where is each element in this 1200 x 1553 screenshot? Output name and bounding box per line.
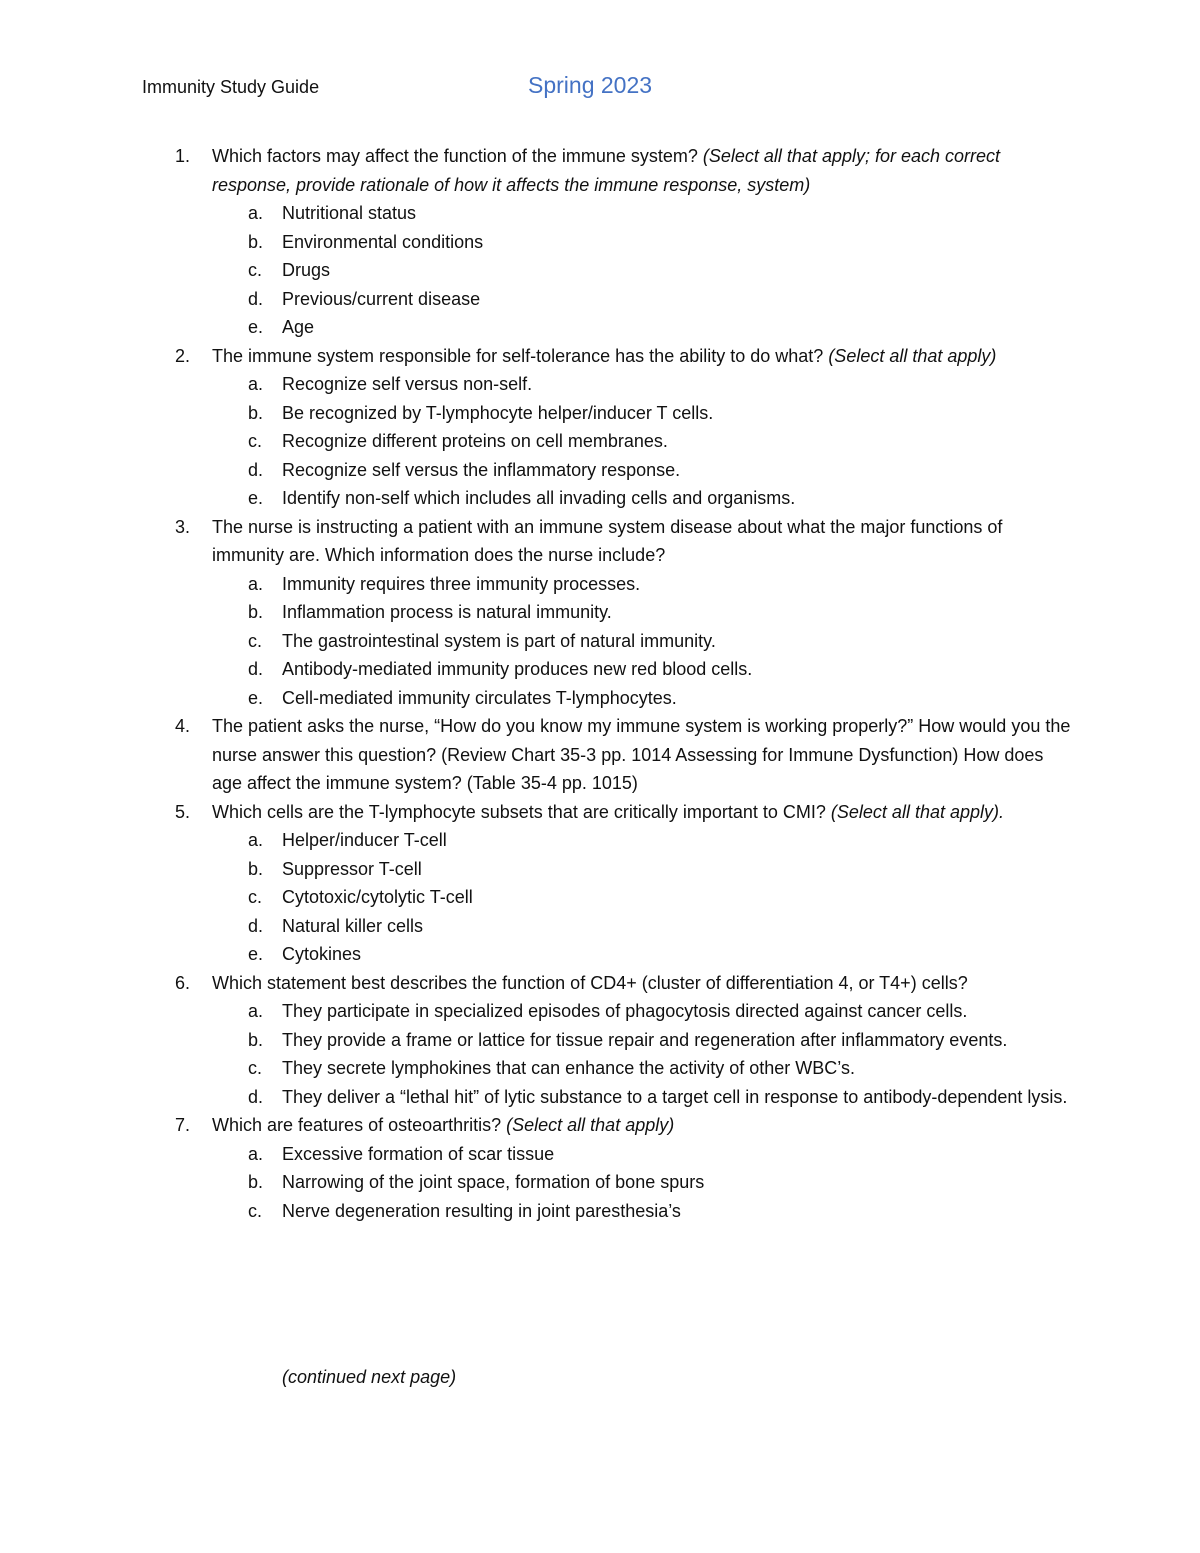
question-note: (Select all that apply). — [830, 801, 1004, 822]
answer-option: b. Suppressor T-cell — [248, 858, 422, 879]
question-3 — [175, 513, 1072, 713]
question-note: (Select all that apply) — [828, 345, 997, 366]
question-number: 6. — [175, 972, 191, 993]
answer-option: b. Narrowing of the joint space, formation of bone spurs — [248, 1172, 705, 1192]
question-list — [175, 142, 1072, 1225]
question-text: The patient asks the nurse, “How do you know my immune system is working properly?” How would you the nurse answer this question? (Review Chart 35-3 pp. 1014 Assessing for Immune Dysfunction) How does age affect the immune system? (Table 35-4 pp. 1015) — [212, 716, 1071, 793]
question-2 — [175, 342, 1072, 513]
answer-option: a. Immunity requires three immunity processes. — [248, 573, 641, 594]
answer-option: b. They provide a frame or lattice for tissue repair and regeneration after inflammatory events. — [248, 1029, 1008, 1050]
answer-option: c. Nerve degeneration resulting in joint paresthesia’s — [248, 1200, 681, 1221]
answer-option: a. Recognize self versus non-self. — [248, 374, 533, 394]
question-text: Which are features of osteoarthritis? (Select all that apply) — [212, 1115, 675, 1135]
question-number: 3. — [175, 516, 191, 537]
answer-option: e. Cytokines — [248, 944, 362, 964]
answer-option: e. Identify non-self which includes all invading cells and organisms. — [248, 488, 796, 508]
question-text: The immune system responsible for self-tolerance has the ability to do what? (Select all that apply) — [212, 345, 997, 366]
question-note: (Select all that apply; for each correct response, provide rationale of how it affects the immune response, system) — [212, 146, 1001, 195]
question-7 — [175, 1111, 1072, 1225]
question-text: Which statement best describes the function of CD4+ (cluster of differentiation 4, or T4+) cells? — [212, 972, 968, 993]
question-5 — [175, 798, 1072, 969]
answer-option: c. They secrete lymphokines that can enhance the activity of other WBC’s. — [248, 1058, 855, 1078]
continued-note: (continued next page) — [282, 1367, 457, 1387]
answer-option: a. Excessive formation of scar tissue — [248, 1143, 555, 1164]
question-note: (Select all that apply) — [506, 1115, 675, 1135]
question-number: 7. — [175, 1115, 191, 1135]
answer-option: a. They participate in specialized episodes of phagocytosis directed against cancer cells. — [248, 1001, 968, 1021]
term-label: Spring 2023 — [528, 72, 653, 98]
answer-option: e. Age — [248, 317, 315, 337]
answer-option: d. Natural killer cells — [248, 915, 424, 936]
question-text: Which factors may affect the function of the immune system? (Select all that apply; for each correct response, provide rationale of how it affects the immune response, system) — [212, 146, 1001, 195]
question-text: The nurse is instructing a patient with an immune system disease about what the major functions of immunity are. Which information does the nurse include? — [212, 516, 1003, 565]
answer-option: b. Be recognized by T-lymphocyte helper/inducer T cells. — [248, 402, 714, 423]
answer-option: c. Drugs — [248, 260, 331, 280]
question-number: 4. — [175, 716, 191, 736]
answer-option: c. The gastrointestinal system is part of natural immunity. — [248, 630, 716, 651]
answer-option: d. Antibody-mediated immunity produces new red blood cells. — [248, 659, 753, 679]
document-title: Immunity Study Guide — [142, 77, 320, 97]
answer-option: a. Nutritional status — [248, 203, 417, 223]
question-6 — [175, 969, 1072, 1112]
question-number: 1. — [175, 146, 191, 166]
question-4 — [175, 712, 1072, 798]
question-number: 2. — [175, 345, 191, 366]
answer-option: b. Inflammation process is natural immunity. — [248, 602, 612, 622]
answer-option: a. Helper/inducer T-cell — [248, 830, 447, 850]
question-1 — [175, 142, 1072, 342]
answer-option: b. Environmental conditions — [248, 231, 484, 252]
answer-option: e. Cell-mediated immunity circulates T-lymphocytes. — [248, 687, 677, 708]
answer-option: d. Previous/current disease — [248, 288, 481, 309]
answer-option: c. Cytotoxic/cytolytic T-cell — [248, 887, 473, 907]
question-number: 5. — [175, 801, 191, 822]
answer-option: d. They deliver a “lethal hit” of lytic substance to a target cell in response to antibody-dependent lysis. — [248, 1086, 1068, 1107]
question-text: Which cells are the T-lymphocyte subsets that are critically important to CMI? (Select all that apply). — [212, 801, 1004, 822]
answer-option: c. Recognize different proteins on cell membranes. — [248, 431, 668, 451]
answer-option: d. Recognize self versus the inflammatory response. — [248, 459, 681, 480]
